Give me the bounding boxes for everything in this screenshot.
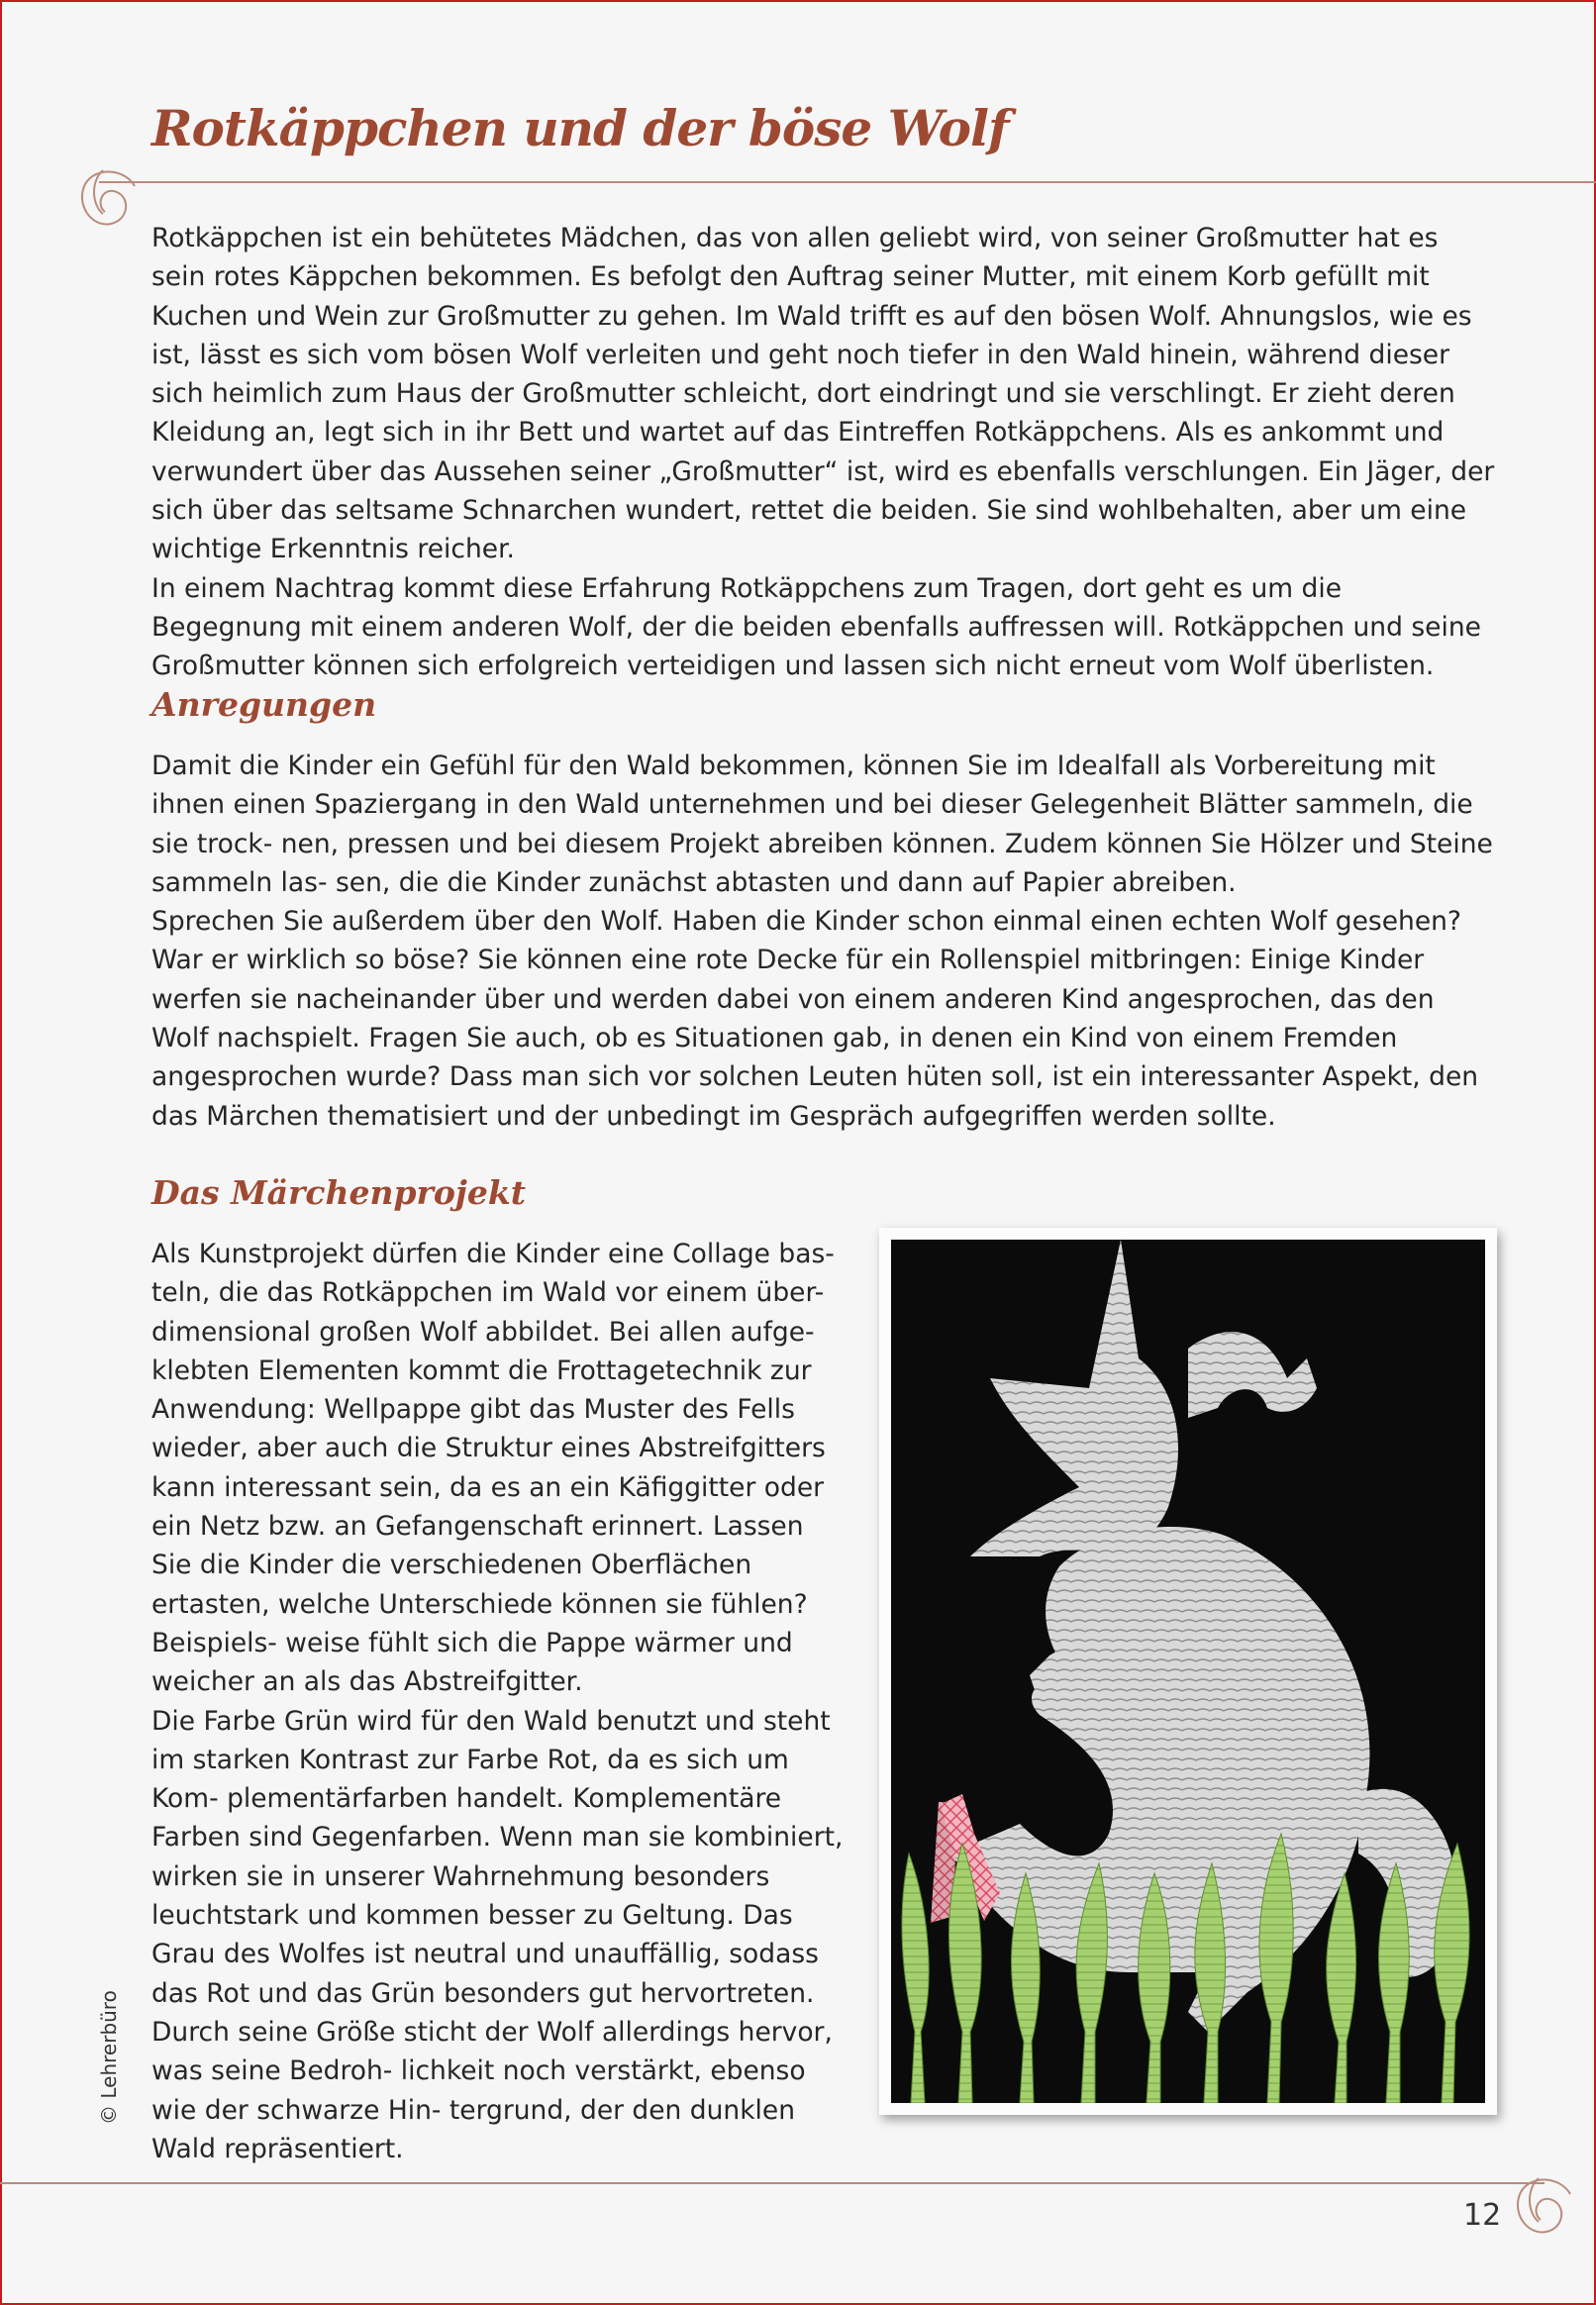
projekt-paragraph: Als Kunstprojekt dürfen die Kinder eine Collage bas- teln, die das Rotkäppchen im Wald vor einem über- dimensional großen Wolf abbildet. Bei allen aufge- klebten Elementen kommt die Frottagetechnik zur Anwendung: Wellpappe gibt das Muster des Fells wieder, aber auch die Struktur eines Abstreifgitters kann interessant sein, da es an ein Käfiggitter oder ein Netz bzw. an Gefangenschaft erinnert. Lassen Sie die Kinder die verschiedenen Oberflächen ertasten, welche Unterschiede können sie fühlen? Beispiels- weise fühlt sich die Pappe wärmer und weicher an als das Abstreifgitter. — [151, 1239, 835, 1698]
projekt-paragraph: Die Farbe Grün wird für den Wald benutzt und steht im starken Kontrast zur Farbe Rot, da es sich um Kom- plementärfarben handelt. Komplementäre Farben sind Gegenfarben. Wenn man sie kombiniert, wirken sie in unserer Wahrnehmung besonders leuchtstark und kommen besser zu Geltung. Das Grau des Wolfes ist neutral und unauffällig, sodass das Rot und das Grün besonders gut hervortreten. Durch seine Größe sticht der Wolf allerdings hervor, was seine Bedroh- lichkeit noch verstärkt, ebenso wie der schwarze Hin- tergrund, der den dunklen Wald repräsentiert. — [151, 1705, 844, 2164]
copyright-notice: © Lehrerbüro — [97, 1990, 121, 2125]
projekt-text — [151, 1235, 845, 2168]
intro-paragraph: Rotkäppchen ist ein behütetes Mädchen, das von allen geliebt wird, von seiner Großmutter hat es sein rotes Käppchen bekommen. Es befolgt den Auftrag seiner Mutter, mit einem Korb gefüllt mit Kuchen und Wein zur Großmutter zu gehen. Im Wald trifft es auf den bösen Wolf. Ahnungslos, wie es ist, lässt es sich vom bösen Wolf verleiten und geht noch tiefer in den Wald hinein, während dieser sich heimlich zum Haus der Großmutter schleicht, dort eindringt und sie verschlingt. Er zieht deren Kleidung an, legt sich in ihr Bett und wartet auf das Eintreffen Rotkäppchens. Als es ankommt und verwundert über das Aussehen seiner „Großmutter“ ist, wird es ebenfalls verschlungen. Ein Jäger, der sich über das seltsame Schnarchen wundert, rettet die beiden. Sie sind wohlbehalten, aber um eine wichtige Erkenntnis reicher. — [151, 223, 1495, 565]
section-heading-anregungen: Anregungen — [151, 685, 377, 724]
page-title: Rotkäppchen und der böse Wolf — [151, 99, 1009, 157]
anregungen-paragraph: Sprechen Sie außerdem über den Wolf. Haben die Kinder schon einmal einen echten Wolf gesehen? War er wirklich so böse? Sie können eine rote Decke für ein Rollenspiel mitbringen: Einige Kinder werfen sie nacheinander über und werden dabei von einem anderen Kind angesprochen, das den Wolf nachspielt. Fragen Sie auch, ob es Situationen gab, in denen ein Kind von einem Fremden angesprochen wurde? Dass man sich vor solchen Leuten hüten soll, ist ein interessanter Aspekt, den das Märchen thematisiert und der unbedingt im Gespräch aufgegriffen werden sollte. — [151, 906, 1479, 1132]
top-divider — [99, 181, 1596, 183]
flourish-ornament-icon — [73, 158, 145, 234]
anregungen-paragraph: Damit die Kinder ein Gefühl für den Wald bekommen, können Sie im Idealfall als Vorbereitung mit ihnen einen Spaziergang in den Wald unternehmen und bei dieser Gelegenheit Blätter sammeln, die sie trock- nen, pressen und bei diesem Projekt abreiben können. Zudem können Sie Hölzer und Steine sammeln las- sen, die die Kinder zunächst abtasten und dann auf Papier abreiben. — [151, 751, 1493, 898]
anregungen-text — [151, 747, 1498, 1136]
bottom-divider — [0, 2182, 1545, 2184]
intro-text — [151, 219, 1498, 686]
collage-photo — [879, 1228, 1497, 2115]
wolf-collage-image — [891, 1240, 1485, 2103]
page-number: 12 — [1463, 2198, 1502, 2233]
section-heading-projekt: Das Märchenprojekt — [151, 1173, 526, 1212]
flourish-ornament-icon — [1509, 2166, 1580, 2242]
intro-paragraph: In einem Nachtrag kommt diese Erfahrung Rotkäppchens zum Tragen, dort geht es um die Begegnung mit einem anderen Wolf, der die beiden ebenfalls auffressen will. Rotkäppchen und seine Großmutter können sich erfolgreich verteidigen und lassen sich nicht erneut vom Wolf überlisten. — [151, 572, 1481, 682]
